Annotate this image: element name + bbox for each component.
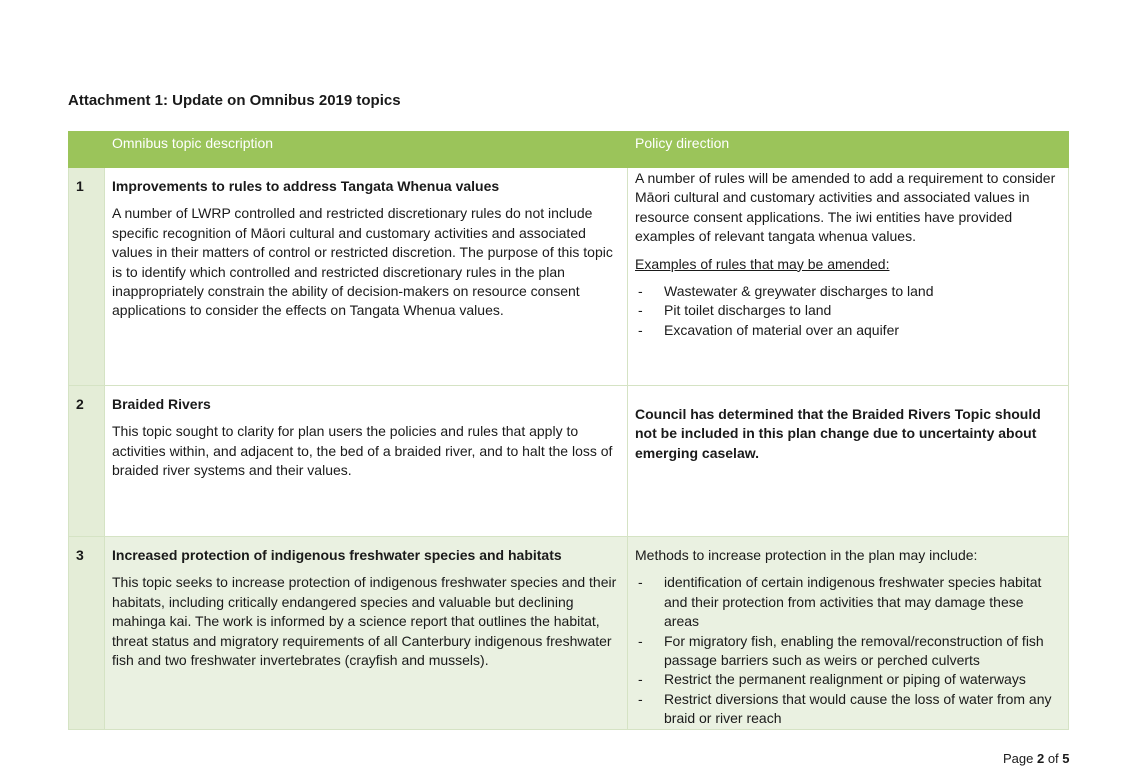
table-row	[69, 537, 1069, 730]
omnibus-topics-table	[68, 131, 1069, 730]
page-footer	[1003, 751, 1070, 766]
row-number: 1	[69, 168, 105, 386]
page-of: of	[1044, 751, 1063, 766]
policy-cell	[628, 537, 1069, 730]
header-policy-direction: Policy direction	[628, 132, 1069, 168]
topic-description: This topic seeks to increase protection of indigenous freshwater species and their habitats, including critically endangered species and valuable but declining mahinga kai. The work is informed by a science report that outlines the habitat, threat status and migratory requirements of all Canterbury indigenous freshwater fish and two freshwater invertebrates (crayfish and mussels).	[112, 574, 617, 669]
list-item: - identification of certain indigenous freshwater species habitat and their protection from activities that may damage these areas	[638, 574, 1042, 630]
topic-cell	[105, 168, 628, 386]
list-item: - For migratory fish, enabling the removal/reconstruction of fish passage barriers such as weirs or perched culverts	[638, 632, 1044, 669]
list-item: - Wastewater & greywater discharges to land	[638, 283, 934, 300]
policy-list-label: Examples of rules that may be amended:	[635, 255, 890, 272]
topic-heading: Braided Rivers	[112, 396, 211, 412]
page-current: 2	[1036, 751, 1045, 766]
list-item-text: identification of certain indigenous freshwater species habitat and their protection from activities that may damage these areas	[664, 574, 1042, 630]
table-row	[69, 386, 1069, 537]
row-number: 3	[69, 537, 105, 730]
list-item: - Restrict the permanent realignment or piping of waterways	[638, 671, 1026, 688]
list-item-text: Wastewater & greywater discharges to land	[664, 283, 934, 300]
topic-description: A number of LWRP controlled and restricted discretionary rules do not include specific recognition of Māori cultural and customary activities and associated values in their matters of control or restricted discretion. The purpose of this topic is to identify which controlled and restricted discretionary rules in the plan inappropriately constrain the ability of decision-makers on resource consent applications to consider the effects on Tangata Whenua values.	[112, 205, 613, 319]
list-item-text: Excavation of material over an aquifer	[664, 321, 900, 338]
list-item: - Pit toilet discharges to land	[638, 302, 832, 319]
topic-heading: Improvements to rules to address Tangata Whenua values	[112, 178, 500, 194]
topic-heading: Increased protection of indigenous freshwater species and habitats	[112, 547, 562, 563]
list-item: - Excavation of material over an aquifer	[638, 321, 900, 338]
policy-cell	[628, 386, 1069, 537]
topic-description: This topic sought to clarity for plan users the policies and rules that apply to activities within, and adjacent to, the bed of a braided river, and to halt the loss of braided river systems and their values.	[112, 423, 613, 479]
table-header-row	[69, 132, 1069, 168]
policy-text: A number of rules will be amended to add a requirement to consider Māori cultural and customary activities and associated values in resource consent applications. The iwi entities have provided examples of relevant tangata whenua values.	[635, 170, 1056, 245]
page-prefix: Page	[1003, 751, 1037, 766]
topic-cell	[105, 386, 628, 537]
page-total: 5	[1062, 751, 1070, 766]
policy-intro: Methods to increase protection in the plan may include:	[635, 547, 978, 563]
policy-list	[635, 573, 1061, 728]
list-item-text: Restrict the permanent realignment or piping of waterways	[664, 671, 1026, 688]
header-number	[69, 132, 105, 168]
list-item-text: Restrict diversions that would cause the loss of water from any braid or river reach	[664, 690, 1052, 727]
list-item: - Restrict diversions that would cause the loss of water from any braid or river reach	[638, 690, 1052, 727]
table-row	[69, 168, 1069, 386]
page-title: Attachment 1: Update on Omnibus 2019 topics	[68, 92, 401, 109]
policy-decision-text: Council has determined that the Braided Rivers Topic should not be included in this plan change due to uncertainty about emerging caselaw.	[635, 406, 1041, 461]
policy-cell	[628, 168, 1069, 386]
policy-list	[635, 282, 1061, 340]
topic-cell	[105, 537, 628, 730]
list-item-text: For migratory fish, enabling the removal/reconstruction of fish passage barriers such as weirs or perched culverts	[664, 632, 1044, 669]
row-number: 2	[69, 386, 105, 537]
list-item-text: Pit toilet discharges to land	[664, 302, 832, 319]
header-topic-description: Omnibus topic description	[105, 132, 628, 168]
